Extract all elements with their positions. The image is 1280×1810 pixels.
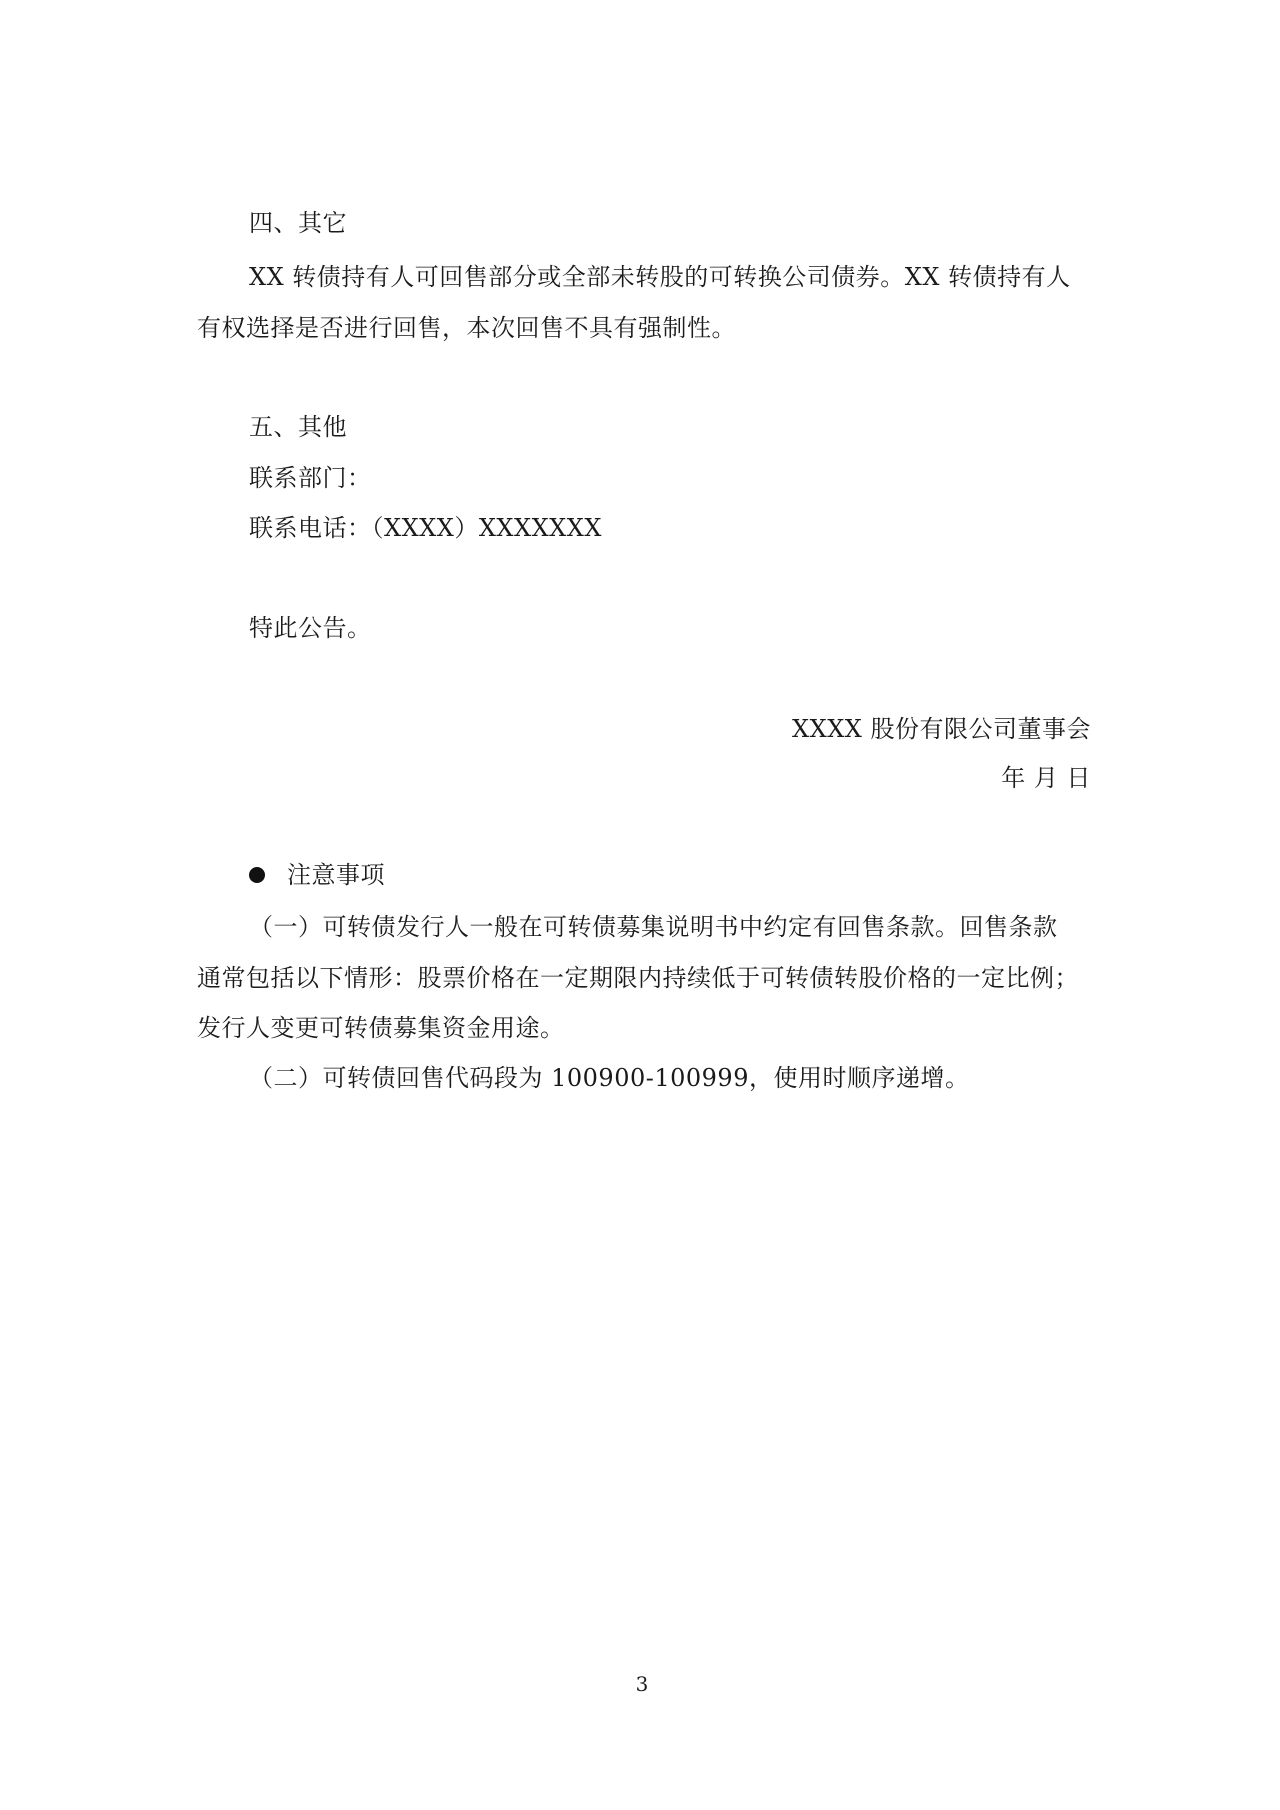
- section-4-paragraph-line-1: XX 转债持有人可回售部分或全部未转股的可转换公司债券。XX 转债持有人: [249, 263, 1071, 291]
- signature-date: 年 月 日: [1001, 764, 1091, 792]
- section-4-paragraph-line-2: 有权选择是否进行回售，本次回售不具有强制性。: [197, 314, 736, 342]
- notes-item-2: （二）可转债回售代码段为 100900-100999，使用时顺序递增。: [249, 1064, 970, 1092]
- section-5-heading: 五、其他: [249, 413, 347, 441]
- page-number: 3: [635, 1672, 649, 1696]
- notes-item-1-line-1: （一）可转债发行人一般在可转债募集说明书中约定有回售条款。回售条款: [249, 913, 1058, 941]
- notes-item-1-line-2: 通常包括以下情形：股票价格在一定期限内持续低于可转债转股价格的一定比例；: [197, 964, 1079, 992]
- signature-company: XXXX 股份有限公司董事会: [792, 715, 1091, 743]
- section-4-heading: 四、其它: [249, 209, 347, 237]
- contact-phone: 联系电话：（XXXX）XXXXXXX: [249, 514, 602, 542]
- contact-department: 联系部门：: [249, 464, 372, 492]
- notes-item-1-line-3: 发行人变更可转债募集资金用途。: [197, 1014, 565, 1042]
- announcement-closing: 特此公告。: [249, 614, 372, 642]
- notes-heading: 注意事项: [287, 861, 385, 889]
- bullet-icon: [249, 867, 265, 883]
